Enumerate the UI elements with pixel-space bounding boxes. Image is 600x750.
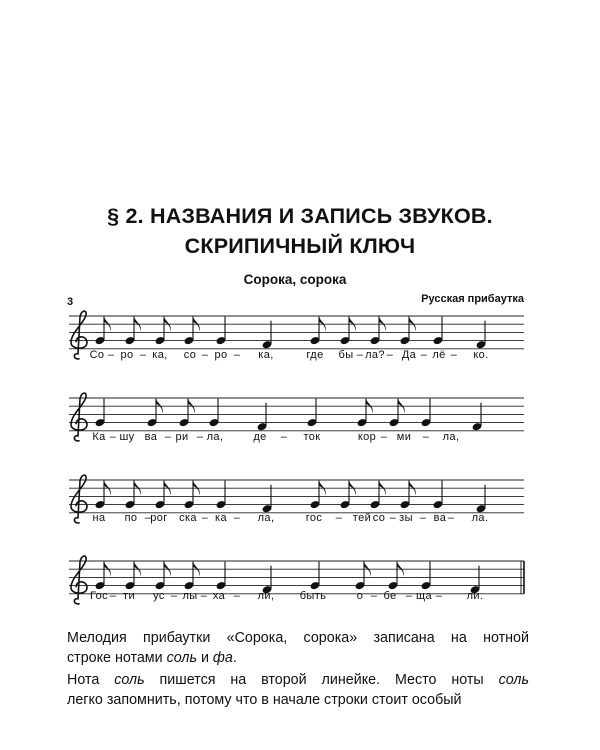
paragraph-line [67, 648, 529, 668]
lyric-syllable: ха [212, 590, 226, 602]
quarter-note [256, 403, 267, 432]
syllable-hyphen: – [109, 431, 117, 443]
syllable-hyphen: – [164, 431, 172, 443]
section-heading-line-1: § 2. НАЗВАНИЯ И ЗАПИСЬ ЗВУКОВ. [107, 204, 493, 228]
lyric-syllable: со [372, 512, 386, 524]
paragraph-line [67, 690, 529, 710]
quarter-note [309, 562, 320, 591]
lyric-syllable: ла, [257, 512, 275, 524]
syllable-hyphen: – [419, 512, 427, 524]
syllable-hyphen: – [356, 349, 364, 361]
text-run: Нота [67, 672, 115, 688]
lyric-syllable: ти [123, 590, 135, 602]
eighth-note [178, 399, 194, 428]
quarter-note [475, 485, 486, 514]
eighth-note [399, 481, 415, 510]
lyric-syllable: ток [303, 431, 321, 443]
syllable-hyphen: – [107, 349, 115, 361]
eighth-note [94, 317, 110, 346]
quarter-note [420, 399, 431, 428]
lyric-syllable: Гос [89, 590, 109, 602]
lyric-syllable: ска [179, 512, 197, 524]
lyric-syllable: со [183, 349, 197, 361]
syllable-hyphen: – [201, 349, 209, 361]
quarter-note [475, 321, 486, 350]
quarter-note [261, 485, 272, 514]
eighth-note [146, 399, 162, 428]
lyric-syllable: шу [119, 431, 135, 443]
lyric-syllable: на [92, 512, 106, 524]
eighth-note [369, 481, 385, 510]
lyric-row [0, 349, 600, 365]
syllable-hyphen: – [201, 512, 209, 524]
syllable-hyphen: – [144, 512, 152, 524]
eighth-note [124, 481, 140, 510]
eighth-note [399, 317, 415, 346]
lyric-syllable: ка [215, 512, 227, 524]
syllable-hyphen: – [435, 590, 443, 602]
lyric-syllable: ко. [473, 349, 489, 361]
lyric-syllable: ро [120, 349, 134, 361]
lyric-syllable: гос [305, 512, 323, 524]
lyric-row [0, 512, 600, 528]
text-paragraph [67, 670, 529, 710]
lyric-syllable: ро [214, 349, 228, 361]
syllable-hyphen: – [389, 512, 397, 524]
eighth-note [339, 481, 355, 510]
eighth-note [339, 317, 355, 346]
syllable-hyphen: – [233, 349, 241, 361]
note-name-italic: фа [212, 650, 233, 666]
lyric-syllable: ва [433, 512, 447, 524]
lyric-syllable: лы [182, 590, 198, 602]
syllable-hyphen: – [447, 512, 455, 524]
quarter-note [215, 317, 226, 346]
lyric-row [0, 431, 600, 447]
quarter-note [215, 562, 226, 591]
quarter-note [94, 399, 105, 428]
eighth-note [354, 562, 370, 591]
quarter-note [471, 403, 482, 432]
eighth-note [154, 317, 170, 346]
syllable-hyphen: – [420, 349, 428, 361]
syllable-hyphen: – [280, 431, 288, 443]
eighth-note [183, 317, 199, 346]
quarter-note [306, 399, 317, 428]
syllable-hyphen: – [139, 349, 147, 361]
eighth-note [388, 399, 404, 428]
lyric-syllable: Со [89, 349, 105, 361]
lyric-syllable: быть [299, 590, 327, 602]
text-run: . [232, 650, 237, 666]
eighth-note [183, 562, 199, 591]
paragraph-line [67, 628, 529, 648]
eighth-note [309, 317, 325, 346]
lyric-syllable: ус [153, 590, 165, 602]
syllable-hyphen: – [196, 431, 204, 443]
note-name-italic: соль [498, 672, 529, 688]
lyric-syllable: по [124, 512, 138, 524]
syllable-hyphen: – [335, 512, 343, 524]
lyric-syllable: Да [401, 349, 417, 361]
eighth-note [124, 317, 140, 346]
lyric-syllable: ла? [365, 349, 385, 361]
quarter-note [215, 481, 226, 510]
song-title: Сорока, сорока [243, 272, 347, 287]
example-number: 3 [67, 296, 74, 308]
lyric-syllable: ри [175, 431, 189, 443]
lyric-syllable: Ка [92, 431, 106, 443]
eighth-note [94, 481, 110, 510]
syllable-hyphen: – [380, 431, 388, 443]
lyric-syllable: бе [383, 590, 397, 602]
text-run: пишется на второй линейке. Место ноты [144, 672, 499, 688]
syllable-hyphen: – [170, 590, 178, 602]
lyric-row [0, 590, 600, 606]
lyric-syllable: ка, [152, 349, 168, 361]
syllable-hyphen: – [109, 590, 117, 602]
quarter-note [432, 317, 443, 346]
lyric-syllable: ва [144, 431, 158, 443]
lyric-syllable: рог [150, 512, 168, 524]
song-genre: Русская прибаутка [421, 293, 524, 305]
lyric-syllable: где [306, 349, 324, 361]
paragraph-line [67, 670, 529, 690]
lyric-syllable: ми [396, 431, 412, 443]
syllable-hyphen: – [233, 590, 241, 602]
lyric-syllable: лё [432, 349, 446, 361]
text-run: и [196, 650, 213, 666]
lyric-syllable: ли, [257, 590, 275, 602]
quarter-note [420, 562, 431, 591]
eighth-note [124, 562, 140, 591]
lyric-syllable: ли. [466, 590, 484, 602]
syllable-hyphen: – [233, 512, 241, 524]
eighth-note [356, 399, 372, 428]
syllable-hyphen: – [370, 590, 378, 602]
lyric-syllable: тей [352, 512, 372, 524]
lyric-syllable: ла. [471, 512, 489, 524]
eighth-note [309, 481, 325, 510]
lyric-syllable: кор [357, 431, 377, 443]
eighth-note [369, 317, 385, 346]
eighth-note [154, 562, 170, 591]
lyric-syllable: ла, [206, 431, 224, 443]
syllable-hyphen: – [386, 349, 394, 361]
lyric-syllable: ла, [442, 431, 460, 443]
eighth-note [183, 481, 199, 510]
text-run: Мелодия прибаутки «Сорока, сорока» записана на нотной [67, 630, 529, 646]
lyric-syllable: де [253, 431, 267, 443]
lyric-syllable: бы [338, 349, 354, 361]
section-heading-line-2: СКРИПИЧНЫЙ КЛЮЧ [184, 234, 416, 258]
quarter-note [261, 321, 272, 350]
lyric-syllable: ща [416, 590, 432, 602]
quarter-note [432, 481, 443, 510]
quarter-note [208, 399, 219, 428]
text-run: строке нотами [67, 650, 167, 666]
eighth-note [154, 481, 170, 510]
syllable-hyphen: – [200, 590, 208, 602]
note-name-italic: соль [114, 672, 145, 688]
eighth-note [387, 562, 403, 591]
lyric-syllable: ка, [258, 349, 274, 361]
syllable-hyphen: – [405, 590, 413, 602]
syllable-hyphen: – [422, 431, 430, 443]
syllable-hyphen: – [450, 349, 458, 361]
eighth-note [94, 562, 110, 591]
lyric-syllable: зы [399, 512, 413, 524]
note-name-italic: соль [166, 650, 197, 666]
lyric-syllable: о [356, 590, 364, 602]
text-paragraph [67, 628, 529, 668]
text-run: легко запомнить, потому что в начале строки стоит особый [67, 692, 462, 708]
